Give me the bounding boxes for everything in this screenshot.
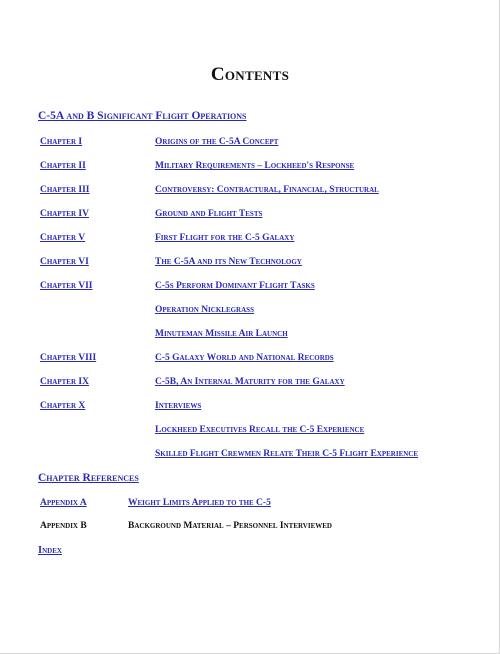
chapter-10-title[interactable]: Interviews <box>155 401 202 411</box>
index-heading[interactable] <box>38 545 62 556</box>
chapter-3-label[interactable]: Chapter III <box>40 185 90 195</box>
chapter-10-label[interactable]: Chapter X <box>40 401 86 411</box>
chapter-7-sub-minuteman[interactable]: Minuteman Missile Air Launch <box>155 329 288 339</box>
chapter-2-label[interactable]: Chapter II <box>40 161 86 171</box>
chapter-9-label[interactable]: Chapter IX <box>40 377 89 387</box>
chapter-1-title[interactable]: Origins of the C-5A Concept <box>155 137 279 147</box>
section-main-heading[interactable] <box>38 110 247 122</box>
chapter-6-title[interactable]: The C-5A and its New Technology <box>155 257 302 267</box>
appendix-b-label: Appendix B <box>40 521 87 531</box>
chapter-4-label[interactable]: Chapter IV <box>40 209 89 219</box>
chapter-9-title[interactable]: C-5B, An Internal Maturity for the Galaxy <box>155 377 345 387</box>
appendix-b-title: Background Material – Personnel Interviewed <box>128 521 332 531</box>
section-refs-heading[interactable] <box>38 472 139 484</box>
chapter-7-label[interactable]: Chapter VII <box>40 281 93 291</box>
chapter-8-title[interactable]: C-5 Galaxy World and National Records <box>155 353 334 363</box>
chapter-6-label[interactable]: Chapter VI <box>40 257 89 267</box>
chapter-10-sub-crewmen[interactable]: Skilled Flight Crewmen Relate Their C-5 Flight Experience <box>155 449 419 459</box>
chapter-3-title[interactable]: Controversy: Contractural, Financial, Structural <box>155 185 379 195</box>
chapter-7-sub-operation[interactable]: Operation Nicklegrass <box>155 305 254 315</box>
appendix-a-title[interactable]: Weight Limits Applied to the C-5 <box>128 498 271 508</box>
chapter-7-title[interactable]: C-5s Perform Dominant Flight Tasks <box>155 281 315 291</box>
chapter-5-title[interactable]: First Flight for the C-5 Galaxy <box>155 233 295 243</box>
chapter-2-title[interactable]: Military Requirements – Lockheed's Response <box>155 161 355 171</box>
chapter-1-label[interactable]: Chapter I <box>40 137 83 147</box>
section-main-link[interactable]: C-5A and B Significant Flight Operations <box>38 110 247 122</box>
chapter-5-label[interactable]: Chapter V <box>40 233 86 243</box>
chapter-10-sub-executives[interactable]: Lockheed Executives Recall the C-5 Experience <box>155 425 365 435</box>
section-refs-link[interactable]: Chapter References <box>38 472 139 484</box>
chapter-8-label[interactable]: Chapter VIII <box>40 353 97 363</box>
chapter-4-title[interactable]: Ground and Flight Tests <box>155 209 263 219</box>
page-title: Contents <box>210 64 290 85</box>
appendix-a-label[interactable]: Appendix A <box>40 498 87 508</box>
index-link[interactable]: Index <box>38 545 62 556</box>
